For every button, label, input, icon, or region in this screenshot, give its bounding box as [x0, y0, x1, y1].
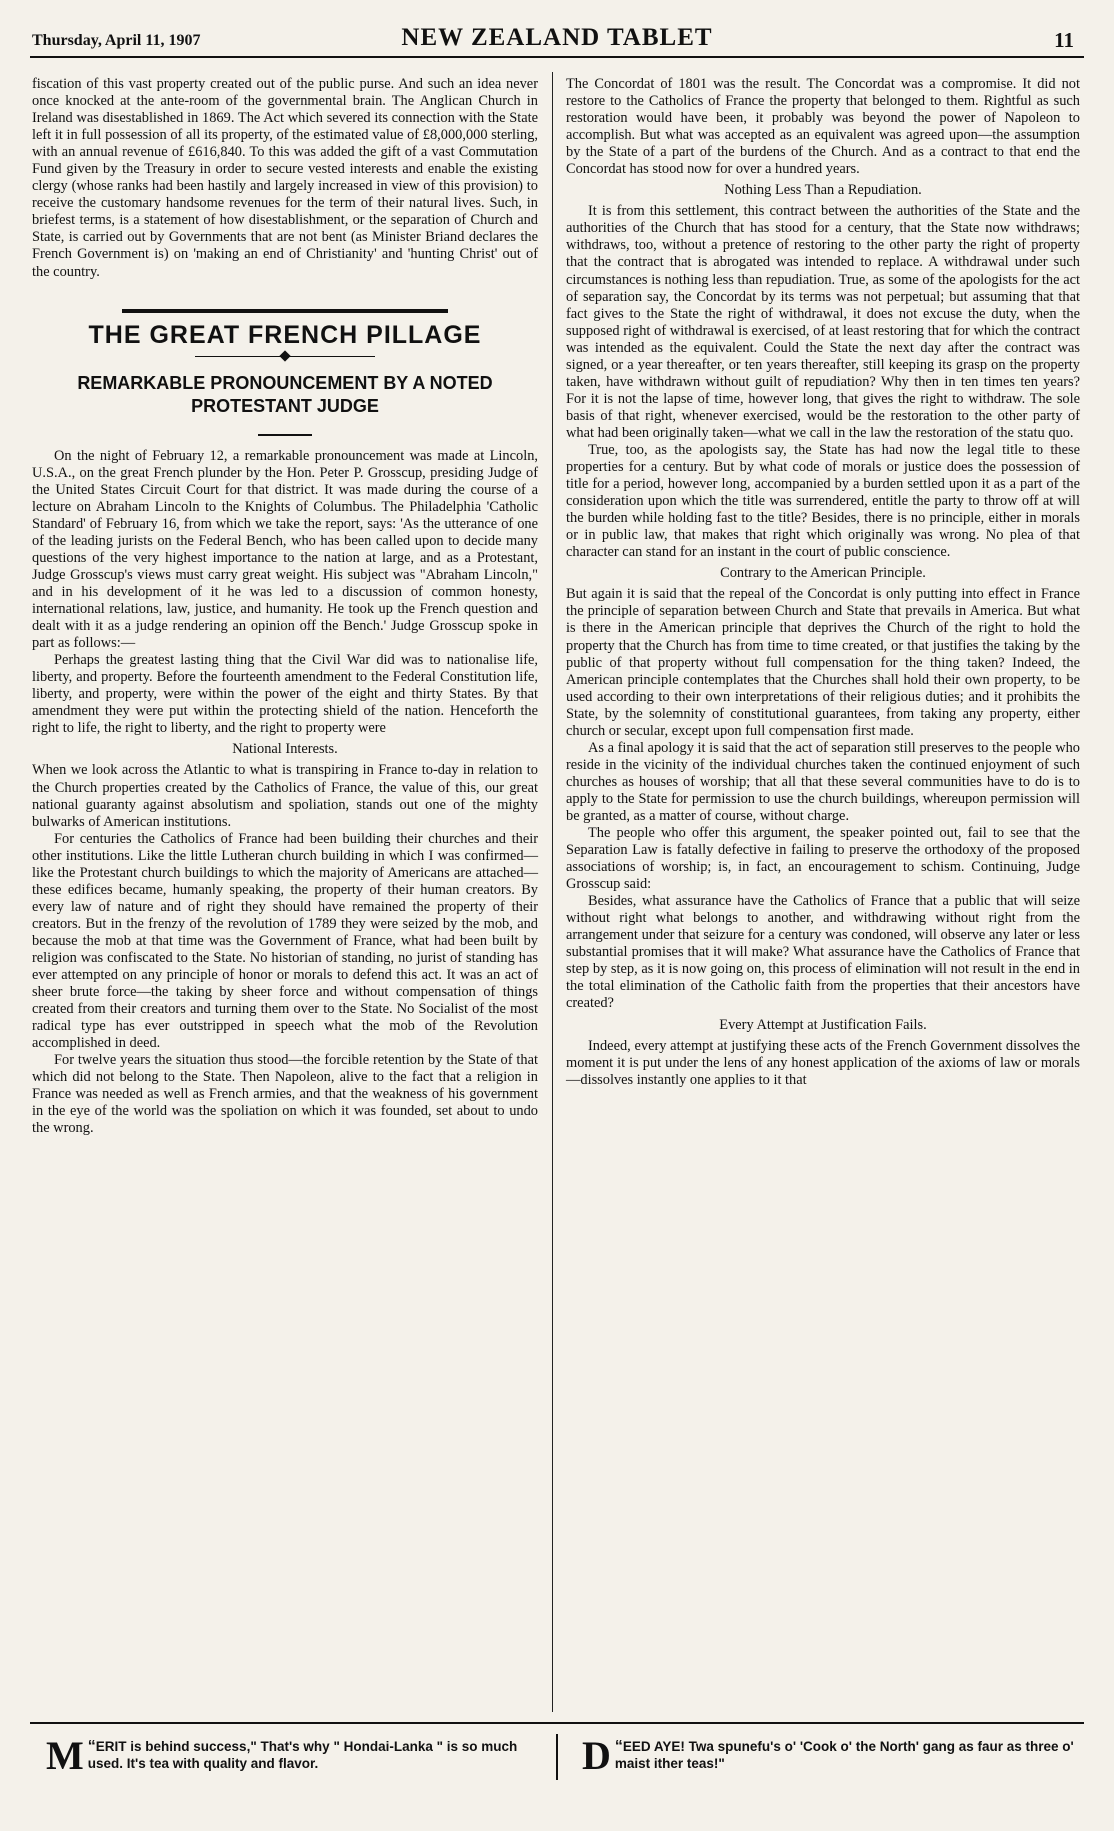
right-column — [566, 76, 1080, 1089]
section-heading-every-attempt: Every Attempt at Justification Fails. — [719, 1016, 927, 1033]
advert-hondai-lanka: “ M ERIT is behind success," That's why " Hondai-Lanka " is so much used. It's tea with quality and flavor. — [46, 1733, 518, 1778]
ornament-divider — [195, 352, 375, 362]
advert-cook-of-the-north: “ D EED AYE! Twa spunefu's o' 'Cook o' the North' gang as faur as three o' maist ither teas!" — [582, 1733, 1074, 1778]
footer-rule — [30, 1722, 1084, 1724]
article-paragraph: True, too, as the apologists say, the State has had now the legal title to these properties for a century. But by what code of morals or justice does the possession of title for a period, however long, accompanied by a burden settled upon it as a part of the consideration upon which the title was surrendered, entitle the party to throw off at will the burden while holding fast to the title? Besides, there is no principle, either in morals or in public law, that makes that right which originally was wrong. No plea of that character can stand for an instant in the court of public conscience. — [566, 441, 1080, 561]
ad-initial: M — [46, 1733, 84, 1778]
article-paragraph: For twelve years the situation thus stood—the forcible retention by the State of that which did not belong to the State. Then Napoleon, alive to the fact that a religion in France was needed as well as French armies, and that the weakness of his government in the eye of the world was the spoliation on which it was founded, set about to undo the wrong. — [32, 1052, 538, 1137]
article-paragraph: On the night of February 12, a remarkable pronouncement was made at Lincoln, U.S.A., on the great French plunder by the Hon. Peter P. Grosscup, presiding Judge of the United States Circuit Court for that district. It was made during the course of a lecture on Abraham Lincoln to the Knights of Columbus. The Philadelphia 'Catholic Standard' of February 16, from which we take the report, says: 'As the utterance of one of the leading jurists on the Federal Bench, who has been called upon to decide many questions of the very highest importance to the nation at large, and as a Protestant, Judge Grosscup's views must carry great weight. His subject was "Abraham Lincoln," and in his development of it he was led to a discussion of common honesty, international relations, law, justice, and humanity. He took up the French question and dealt with it as a judge rendering an opinion off the Bench.' Judge Grosscup spoke in part as follows:— — [32, 447, 538, 652]
article-paragraph: Perhaps the greatest lasting thing that the Civil War did was to nationalise life, liberty, and property. Before the fourteenth amendment to the Federal Constitution life, liberty, and property, were within the power of the eight and thirty States. By that amendment they were put within the protecting shield of the nation. Henceforth the right to life, the right to liberty, and the right to property were — [32, 652, 538, 737]
article-headline: THE GREAT FRENCH PILLAGE — [88, 320, 482, 349]
article-paragraph: But again it is said that the repeal of the Concordat is only putting into effect in France the principle of separation between Church and State that prevails in America. But what is there in the American principle that deprives the Church of the right to hold the property that the Church has from time to time created, or that justifies the taking by the public of that property without full compensation for the thing taken? Indeed, the American principle contemplates that the Churches shall hold their own property, to be used according to their own interpretations of their religious duties; and it prohibits the State, by the solemnity of constitutional guarantees, from taking any property, either church or secular, except upon full compensation first made. — [566, 586, 1080, 739]
article-subhead: REMARKABLE PRONOUNCEMENT BY A NOTED PROTESTANT JUDGE — [77, 372, 493, 416]
article-paragraph: Indeed, every attempt at justifying these acts of the French Government dissolves the moment it is put under the lens of any honest application of the axioms of law or morals—dissolves instantly one applies to it that — [566, 1037, 1080, 1088]
article-paragraph: The Concordat of 1801 was the result. The Concordat was a compromise. It did not restore to the Catholics of France the property that belonged to them. Rightful as such restoration would have been, it probably was beyond the power of Napoleon to accomplish. But what was accepted as an equivalent was agreed upon—the assumption by the State of a part of the burdens of the Church. And as a contract to that end the Concordat has stood now for over a hundred years. — [566, 76, 1080, 178]
ad-text: EED AYE! Twa spunefu's o' 'Cook o' the North' gang as faur as three o' maist ither teas!" — [614, 1739, 1074, 1771]
article-paragraph: As a final apology it is said that the act of separation still preserves to the people who reside in the vicinity of the individual churches taken the continued enjoyment of such churches as houses of worship; that all that these several communities have to do is to apply to the State for permission to use the church buildings, whereupon permission will be granted, as a matter of course, without charge. — [566, 739, 1080, 824]
footer-divider — [556, 1734, 558, 1780]
page-header — [30, 22, 1084, 58]
section-heading-repudiation: Nothing Less Than a Repudiation. — [724, 182, 922, 199]
article-paragraph: When we look across the Atlantic to what is transpiring in France to-day in relation to the Church properties created by the Catholics of France, the value of this, our great national guaranty against absolutism and spoliation, stands out one of the mighty bulwarks of American institutions. — [32, 762, 538, 830]
article-paragraph: The people who offer this argument, the speaker pointed out, fail to see that the Separation Law is fatally defective in failing to preserve the orthodoxy of the proposed associations of worship; is, in fact, an encouragement to schism. Continuing, Judge Grosscup said: — [566, 825, 1080, 893]
ad-text: ERIT is behind success," That's why " Hondai-Lanka " is so much used. It's tea with quality and flavor. — [87, 1739, 518, 1771]
page-number: 11 — [1054, 28, 1074, 52]
section-heading-national: National Interests. — [232, 741, 338, 758]
headline-rule — [122, 309, 448, 313]
left-column — [32, 76, 538, 1137]
column-divider — [552, 72, 553, 1712]
subhead-rule — [258, 434, 312, 436]
article-paragraph: Besides, what assurance have the Catholics of France that a public that will seize without right what belongs to another, and withdrawing without right from the arrangement under that seizure for a century was condoned, will observe any later or less substantial promises that it will make? What assurance have the Catholics of France that step by step, as it is now going on, this process of elimination will not result in the end in the total elimination of the Catholic faith from the properties that their ancestors have created? — [566, 893, 1080, 1012]
article-paragraph: For centuries the Catholics of France had been building their churches and their other institutions. Like the little Lutheran church building in which I was confirmed—like the Protestant church buildings to which the majority of Americans are attached—these edifices became, humanly speaking, the property of their human creators. By every law of nature and of right they should have remained the property of their creators. But in the frenzy of the revolution of 1789 they were seized by the mob, and because the mob at that time was the Government of France, what had been built by religion was confiscated to the State. No historian of standing, no jurist of standing has ever attempted on any principle of honor or morals to defend this act. It was an act of sheer brute force—the taking by sheer force and without compensation of things created from their creators and turning them over to the State. No Socialist of the most radical type has ever outstripped in speech what the mob of the Revolution accomplished in deed. — [32, 830, 538, 1052]
section-heading-american: Contrary to the American Principle. — [720, 565, 926, 582]
intro-paragraph: fiscation of this vast property created out of the public purse. And such an idea never once knocked at the ante-room of the governmental brain. The Anglican Church in Ireland was disestablished in 1869. The Act which severed its connection with the State left it in full possession of all its property, of the estimated value of £8,000,000 sterling, with an annual revenue of £616,840. To this was added the gift of a vast Commutation Fund given by the Treasury in order to secure vested interests and enable the existing clergy (whose ranks had been hastily and largely increased in view of this provision) to receive the customary handsome revenues for the term of their natural lives. Such, in briefest terms, is a statement of how disestablishment, or the separation of Church and State, is carried out by Governments that are not bent (as Minister Briand declares the French Government is) on 'making an end of Christianity' and 'hunting Christ' out of the country. — [32, 76, 538, 280]
ad-initial: D — [582, 1733, 611, 1778]
article-paragraph: It is from this settlement, this contract between the authorities of the State and the authorities of the Church that has stood for a century, that the State now withdraws; withdraws, too, without a pretence of restoring to the other party the right of property that the contract that is abrogated was intended to replace. A withdrawal under such circumstances is nothing less than repudiation. True, as some of the apologists for the act of separation say, the Concordat by its terms was not perpetual; but assuming that that fact gives to the State the right of withdrawal, it does not excuse the duty, when the supposed right of withdrawal is exercised, of at least restoring that for which the contract was intended as the equivalent. Could the State the next day after the contract was signed, or a year thereafter, or ten years thereafter, still keeping its grasp on the property taken, have withdrawn without guilt of repudiation? Why then in ten times ten years? For it is not the lapse of time, however long, that gives the right to withdraw. The sole basis of that right, whenever exercised, would be the restoration to the other party of what had been originally taken—what we call in the law the restoration of the statu quo. — [566, 203, 1080, 441]
issue-date: Thursday, April 11, 1907 — [32, 32, 201, 49]
masthead-title: NEW ZEALAND TABLET — [401, 24, 713, 51]
